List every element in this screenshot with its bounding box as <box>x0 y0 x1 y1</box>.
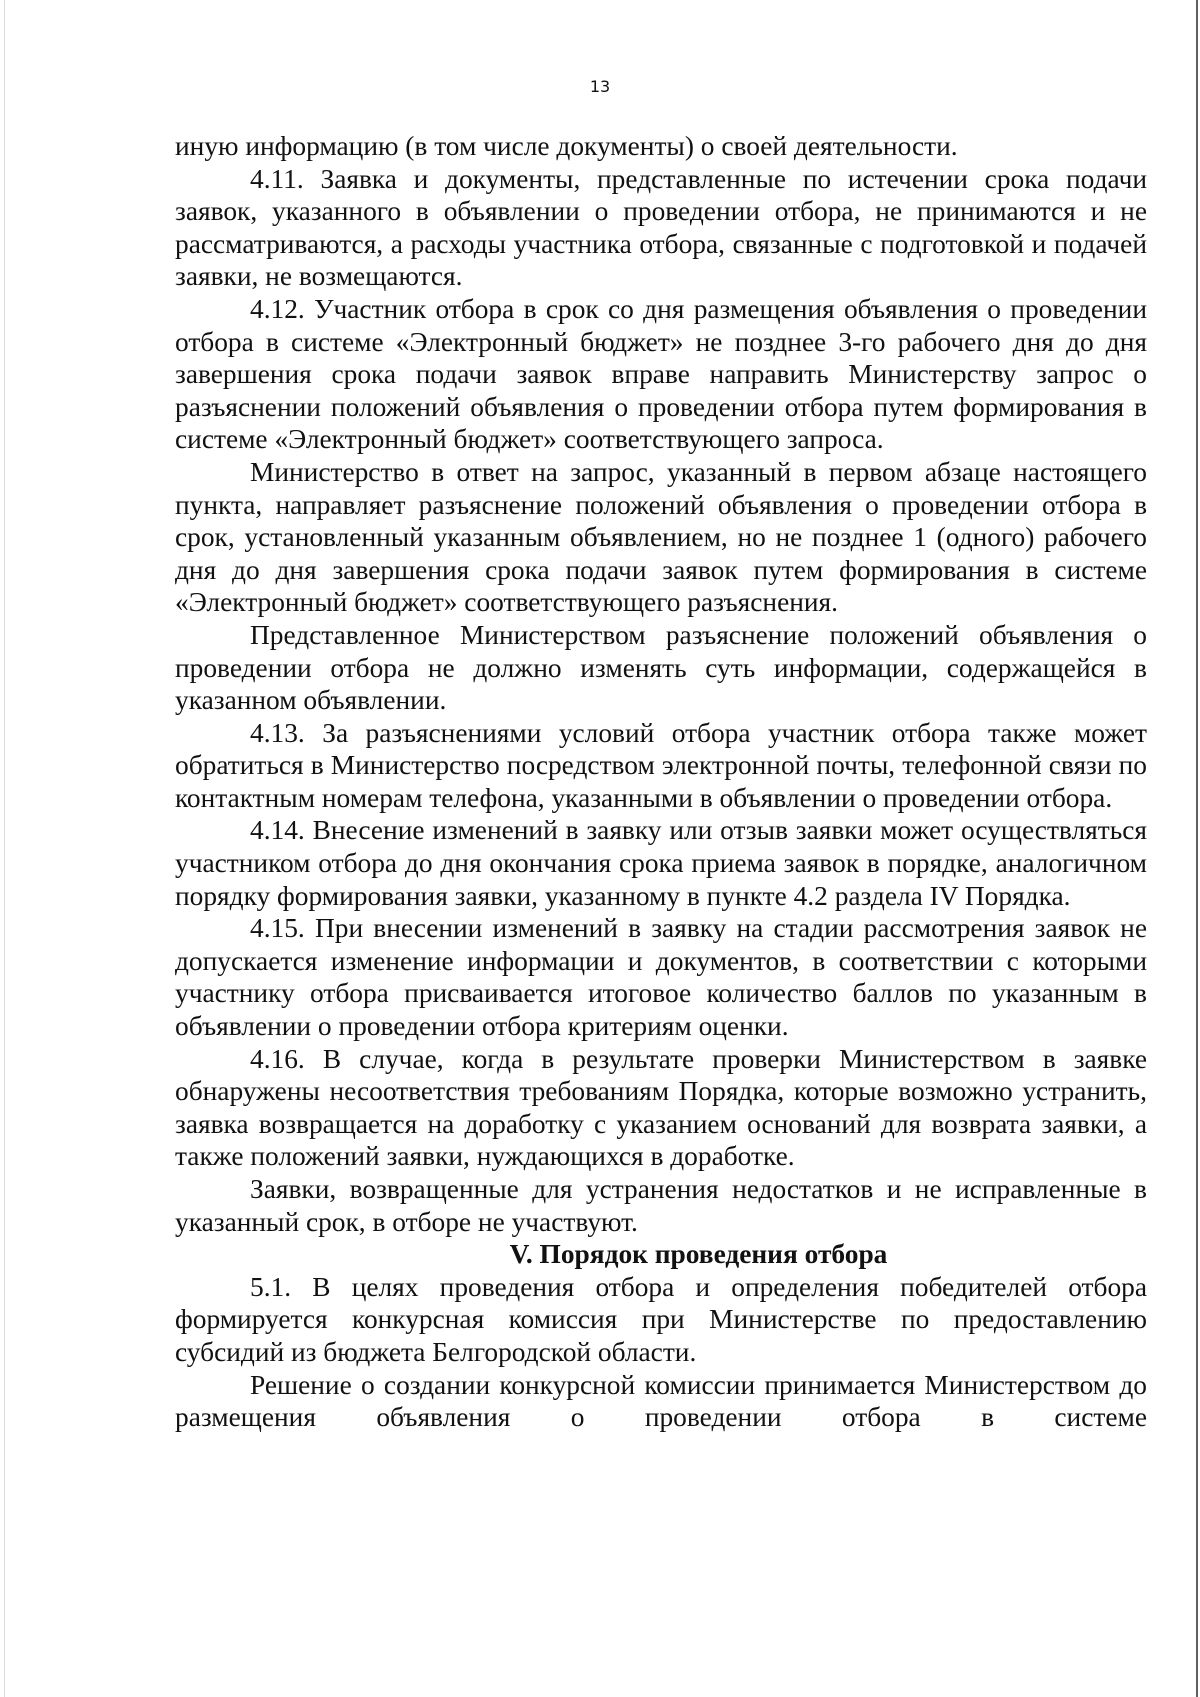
paragraph-continuation: иную информацию (в том числе документы) о своей деятельности. <box>175 131 958 161</box>
paragraph-4-16: 4.16. В случае, когда в результате проверки Министерством в заявке обнаружены несоответствия требованиям Порядка, которые возможно устранить, заявка возвращается на доработку с указанием оснований для возврата заявки, а также положений заявки, нуждающихся в доработке. <box>175 1043 1147 1172</box>
paragraph-4-11: 4.11. Заявка и документы, представленные по истечении срока подачи заявок, указанного в объявлении о проведении отбора, не принимаются и не рассматриваются, а расходы участника отбора, связанные с подготовкой и подачей заявки, не возмещаются. <box>175 163 1147 292</box>
paragraph-5-1: 5.1. В целях проведения отбора и определения победителей отбора формируется конкурсная комиссия при Министерстве по предоставлению субсидий из бюджета Белгородской области. <box>175 1271 1147 1367</box>
paragraph-4-13: 4.13. За разъяснениями условий отбора участник отбора также может обратиться в Министерство посредством электронной почты, телефонной связи по контактным номерам телефона, указанными в объявлении о проведении отбора. <box>175 717 1147 813</box>
paragraph-ministry-answer: Министерство в ответ на запрос, указанный в первом абзаце настоящего пункта, направляет разъяснение положений объявления о проведении отбора в срок, установленный указанным объявлением, но не позднее 1 (одного) рабочего дня до дня завершения срока подачи заявок путем формирования в системе «Электронный бюджет» соответствующего разъяснения. <box>175 456 1147 618</box>
paragraph-clarification: Представленное Министерством разъяснение положений объявления о проведении отбора не должно изменять суть информации, содержащейся в указанном объявлении. <box>175 619 1147 716</box>
paragraph-4-15: 4.15. При внесении изменений в заявку на стадии рассмотрения заявок не допускается изменение информации и документов, в соответствии с которыми участнику отбора присваивается итоговое количество баллов по указанным в объявлении о проведении отбора критериям оценки. <box>175 913 1147 1042</box>
paragraph-returned-applications: Заявки, возвращенные для устранения недостатков и не исправленные в указанный срок, в отборе не участвуют. <box>175 1174 1147 1237</box>
section-title: V. Порядок проведения отбора <box>509 1239 888 1270</box>
scan-left-edge <box>4 0 5 1697</box>
paragraph-commission-decision: Решение о создании конкурсной комиссии принимается Министерством до размещения объявления о проведении отбора в системе <box>175 1369 1147 1433</box>
paragraph-4-14: 4.14. Внесение изменений в заявку или отзыв заявки может осуществляться участником отбора до дня окончания срока приема заявок в порядке, аналогичном порядку формирования заявки, указанному в пункте 4.2 раздела IV Порядка. <box>175 815 1147 911</box>
document-body <box>175 130 1147 1434</box>
scan-right-edge <box>1196 0 1198 1697</box>
paragraph-4-12: 4.12. Участник отбора в срок со дня размещения объявления о проведении отбора в системе «Электронный бюджет» не позднее 3-го рабочего дня до дня завершения срока подачи заявок вправе направить Министерству запрос о разъяснении положений объявления о проведении отбора путем формирования в системе «Электронный бюджет» соответствующего запроса. <box>175 293 1147 455</box>
page-number: 13 <box>589 77 611 96</box>
